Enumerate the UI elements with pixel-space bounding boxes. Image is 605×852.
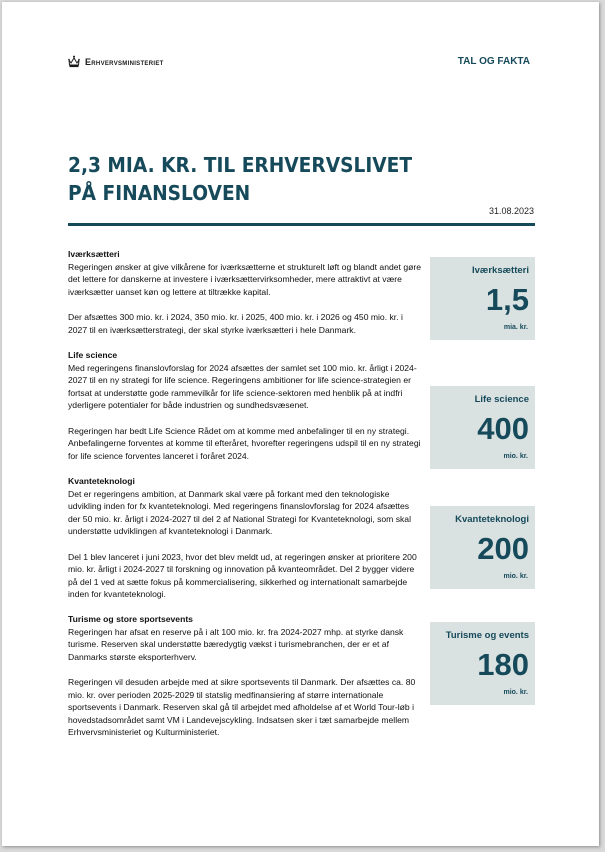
section-turisme [68,613,423,739]
ministry-name: Erhvervsministeriet [85,56,164,67]
card-value: 180 [477,647,529,682]
title-line-2: PÅ FINANSLOVEN [68,181,251,205]
section-paragraph: Med regeringens finanslovforslag for 2024 afsættes der samlet set 100 mio. kr. årligt i 2024-2027 til en ny strategi for life science. Regeringens ambitioner for life science-strategien er fortsat at understøtte gode rammevilkår for life science-sektoren med henblik på at indfri yderligere potentialer for både industrien og sundhedsvæsenet. [68,362,417,411]
key-figure-card-turisme [430,622,535,705]
section-paragraph: Regeringen har afsat en reserve på i alt 100 mio. kr. fra 2024-2027 mhp. at styrke dansk turisme. Reserven skal understøtte bæredygtig vækst i turismebranchen, der er et af Danmarks største eksporterhverv. [68,626,404,662]
section-heading: Turisme og store sportsevents [68,614,193,624]
section-paragraph: Regeringen ønsker at give vilkårene for iværksætterne et strukturelt løft og blandt andet gøre det lettere for danskerne at investere i iværksættervirksomheder, mere attraktivt at være iværksætter uanset køn og lettere at tiltrække kapital. [68,261,421,297]
card-unit: mio. kr. [503,453,528,460]
section-paragraph: Der afsættes 300 mio. kr. i 2024, 350 mio. kr. i 2025, 400 mio. kr. i 2026 og 450 mio. kr. i 2027 til en iværksætterstrategi, der skal styrke iværksætteri i hele Danmark. [68,311,403,335]
section-paragraph: Regeringen har bedt Life Science Rådet om at komme med anbefalinger til en ny strategi. Anbefalingerne forventes at komme til efteråret, hvorefter regeringens udspil til en ny strategi for life science forventes lanceret i foråret 2024. [68,425,421,461]
card-value: 200 [477,531,529,566]
title-line-1: 2,3 MIA. KR. TIL ERHVERVSLIVET [68,153,413,177]
card-unit: mia. kr. [503,324,528,331]
section-paragraph: Regeringen vil desuden arbejde med at sikre sportsevents til Danmark. Der afsættes ca. 80 mio. kr. over perioden 2025-2029 til statslig medfinansiering af større internationale sportsevents i Danmark. Reserven skal gå til arbejdet med afholdelse af et World Tour-løb i hovedstadsområdet samt VM i Landevejscykling. Indsatsen sker i tæt samarbejde mellem Erhvervsministeriet og Kulturministeriet. [68,676,416,738]
title-divider [68,223,535,226]
card-value: 1,5 [485,282,529,317]
card-unit: mio. kr. [503,573,528,580]
ministry-logo [68,55,164,68]
document-type-label: TAL OG FAKTA [457,56,530,67]
key-figure-card-ivaerksaetteri [430,257,535,340]
crown-icon [68,55,80,68]
card-unit: mio. kr. [503,689,528,696]
section-heading: Kvanteteknologi [68,476,135,486]
section-life-science [68,349,423,462]
card-label: Kvanteteknologi [455,514,529,525]
page-title [68,151,505,207]
section-ivaerksaetteri [68,248,423,336]
section-paragraph: Del 1 blev lanceret i juni 2023, hvor det blev meldt ud, at regeringen ønsker at prioritere 200 mio. kr. årligt i 2024-2027 til forskning og innovation på kvanteområdet. Del 2 bygger videre på del 1 ved at sætte fokus på kommercialisering, sikkerhed og internationalt samarbejde inden for kvanteteknologi. [68,551,417,600]
card-label: Iværksætteri [471,265,529,276]
publication-date: 31.08.2023 [488,206,534,216]
key-figure-card-kvanteteknologi [430,506,535,589]
key-figure-card-life-science [430,386,535,469]
card-label: Life science [474,394,529,405]
document-page [2,2,599,846]
section-heading: Iværksætteri [68,249,120,259]
card-label: Turisme og events [445,630,529,641]
card-value: 400 [477,411,529,446]
section-kvanteteknologi [68,475,423,601]
section-heading: Life science [68,350,118,360]
section-paragraph: Det er regeringens ambition, at Danmark skal være på forkant med den teknologiske udvikling inden for fx kvanteteknologi. Med regeringens finanslovforslag for 2024 afsættes der 50 mio. kr. årligt i 2024-2027 til del 2 af National Strategi for Kvanteteknologi, som skal understøtte udviklingen af kvanteteknologi i Danmark. [68,488,411,537]
